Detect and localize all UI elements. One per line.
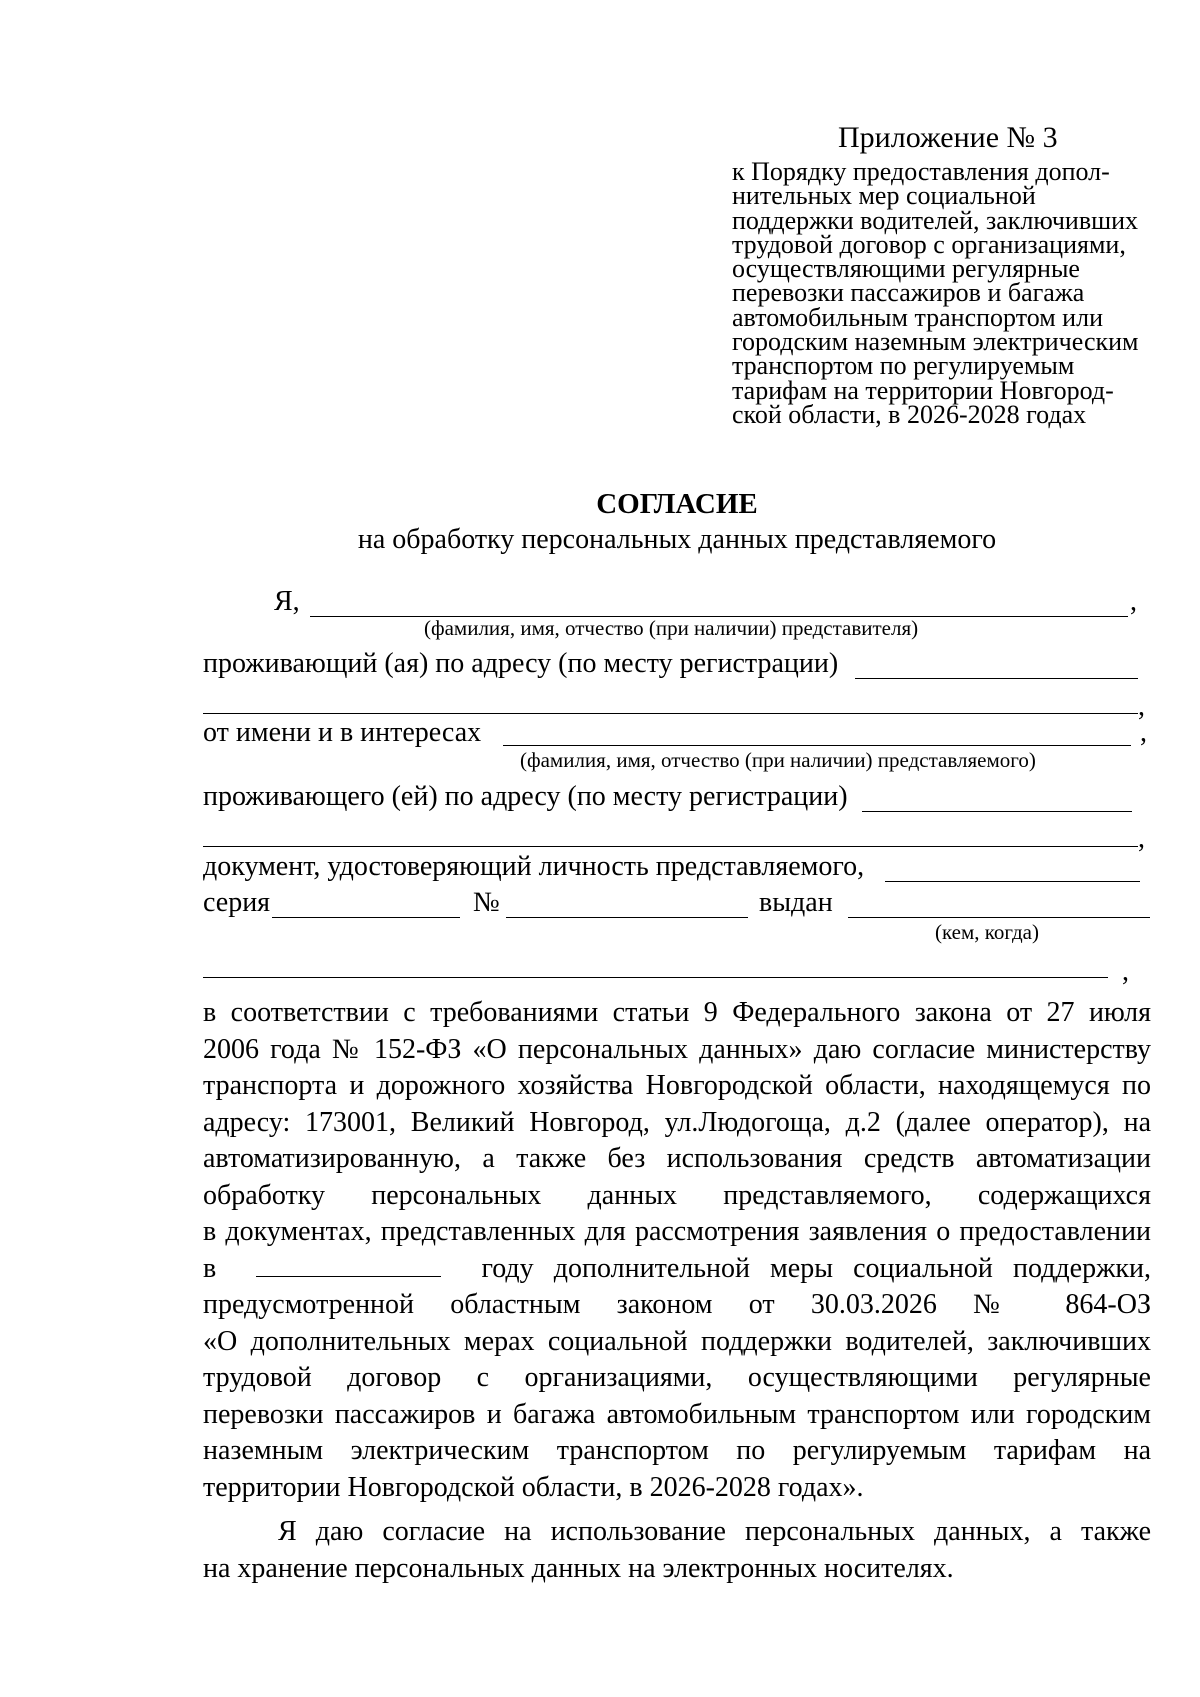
principal-address-field-2[interactable] <box>203 846 1138 847</box>
comma: , <box>1122 956 1129 987</box>
principal-name-caption: (фамилия, имя, отчество (при наличии) представляемого) <box>520 748 1036 772</box>
representative-address-field[interactable] <box>855 678 1138 679</box>
issued-caption: (кем, когда) <box>935 920 1039 944</box>
appendix-line: перевозки пассажиров и багажа <box>732 278 1085 308</box>
id-document-field[interactable] <box>885 881 1140 882</box>
principal-address-label: проживающего (ей) по адресу (по месту регистрации) <box>203 781 848 812</box>
representative-address-field-2[interactable] <box>203 713 1138 714</box>
appendix-line: ской области, в 2026-2028 годах <box>732 399 1087 429</box>
series-label: серия <box>203 887 271 918</box>
appendix-line: осуществляющими регулярные <box>732 254 1080 284</box>
issued-label: выдан <box>759 887 833 918</box>
comma: , <box>1138 691 1145 722</box>
paragraph-line: «О дополнительных мерах социальной поддержки водителей, заключивших <box>203 1325 1151 1357</box>
appendix-line: поддержки водителей, заключивших <box>732 205 1139 235</box>
storage-consent-paragraph <box>203 1514 1151 1587</box>
on-behalf-label: от имени и в интересах <box>203 717 482 748</box>
appendix-title: Приложение № 3 <box>838 121 1058 154</box>
paragraph-line: адресу: 173001, Великий Новгород, ул.Людогоща, д.2 (далее оператор), на <box>203 1106 1151 1138</box>
appendix-line: городским наземным электрическим <box>732 327 1139 357</box>
i-label: Я, <box>274 586 300 617</box>
paragraph-line: Я даю согласие на использование персональных данных, а также <box>278 1516 1151 1547</box>
paragraph-line: трудовой договор с организациями, осуществляющими регулярные <box>203 1362 1151 1393</box>
issued-by-field-2[interactable] <box>203 977 1108 978</box>
year-prefix: в <box>203 1252 217 1284</box>
appendix-line: тарифам на территории Новгород- <box>732 375 1114 405</box>
appendix-line: к Порядку предоставления допол- <box>732 157 1110 186</box>
series-field[interactable] <box>272 917 460 918</box>
paragraph-line: автоматизированную, а также без использования средств автоматизации <box>203 1143 1151 1174</box>
comma: , <box>1138 823 1145 854</box>
year-field[interactable] <box>256 1254 441 1277</box>
paragraph-line: перевозки пассажиров и багажа автомобильным транспортом или городским <box>203 1398 1151 1430</box>
issued-by-field[interactable] <box>848 917 1150 918</box>
paragraph-line: транспорта и дорожного хозяйства Новгородской области, находящемуся по <box>203 1070 1151 1101</box>
paragraph-line: на хранение персональных данных на электронных носителях. <box>203 1552 954 1584</box>
appendix-line: нительных мер социальной <box>732 181 1036 211</box>
comma: , <box>1130 586 1137 617</box>
paragraph-line: территории Новгородской области, в 2026-2028 годах». <box>203 1471 864 1503</box>
id-document-label: документ, удостоверяющий личность представляемого, <box>203 851 865 882</box>
number-label: № <box>473 887 500 918</box>
paragraph-line: обработку персональных данных представляемого, содержащихся <box>203 1179 1151 1211</box>
principal-name-field[interactable] <box>503 745 1131 746</box>
paragraph-line: в соответствии с требованиями статьи 9 Федерального закона от 27 июля <box>203 997 1151 1028</box>
representative-address-label: проживающий (ая) по адресу (по месту регистрации) <box>203 648 839 679</box>
paragraph-line: 2006 года № 152-ФЗ «О персональных данных» даю согласие министерству <box>203 1033 1151 1065</box>
appendix-reference <box>732 157 1152 429</box>
comma: , <box>1140 717 1147 748</box>
paragraph-line: в документах, представленных для рассмотрения заявления о предоставлении <box>203 1216 1151 1247</box>
paragraph-line: наземным электрическим транспортом по регулируемым тарифам на <box>203 1435 1151 1466</box>
document-title: СОГЛАСИЕ <box>596 488 758 520</box>
appendix-line: транспортом по регулируемым <box>732 351 1075 381</box>
representative-name-caption: (фамилия, имя, отчество (при наличии) представителя) <box>424 616 919 640</box>
principal-address-field[interactable] <box>862 811 1132 812</box>
document-subtitle: на обработку персональных данных представляемого <box>357 524 997 555</box>
consent-paragraph <box>203 995 1151 1506</box>
year-suffix: году дополнительной меры социальной поддержки, <box>481 1252 1152 1284</box>
number-field[interactable] <box>506 917 748 918</box>
paragraph-line: предусмотренной областным законом от 30.03.2026 № 864-ОЗ <box>203 1289 1151 1320</box>
appendix-line: автомобильным транспортом или <box>732 302 1103 332</box>
appendix-line: трудовой договор с организациями, <box>732 229 1126 259</box>
year-line <box>203 1251 1151 1288</box>
